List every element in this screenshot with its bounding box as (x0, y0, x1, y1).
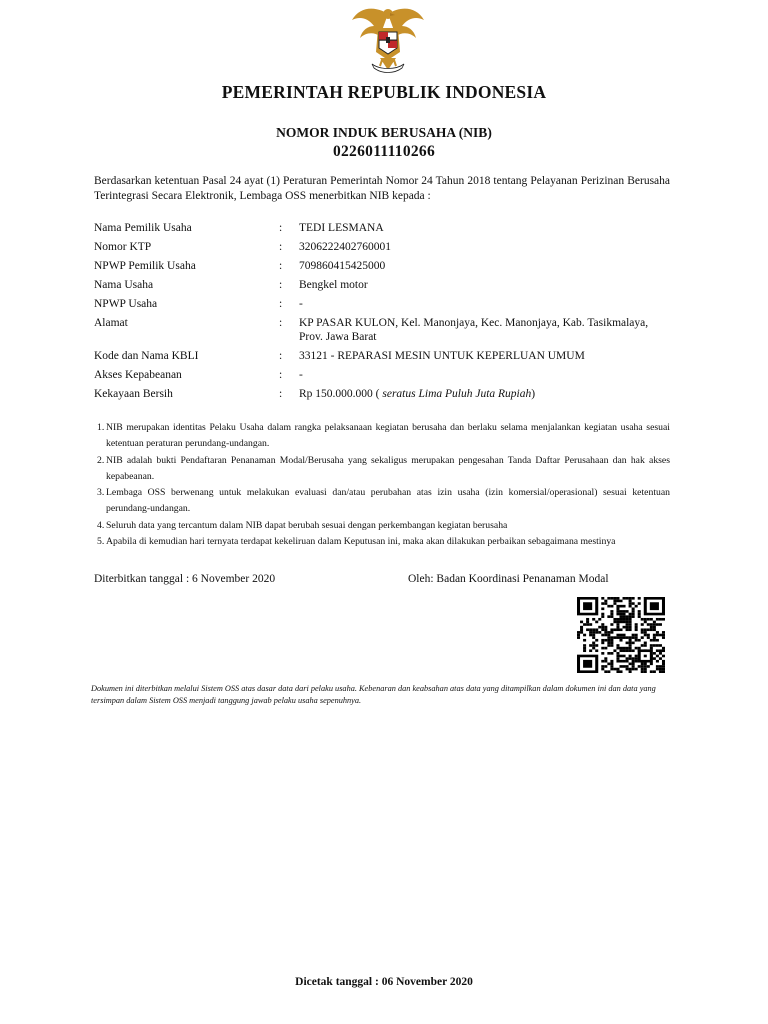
note-text: NIB merupakan identitas Pelaku Usaha dalam rangka pelaksanaan kegiatan berusaha dan berlaku selama menjalankan kegiatan usaha sesuai ketentuan peraturan perundang-undangan. (106, 422, 670, 450)
note-text: NIB adalah bukti Pendaftaran Penanaman Modal/Berusaha yang sekaligus merupakan pengesahan Tanda Daftar Perusahaan dan hak akses kepabeanan. (106, 454, 670, 482)
note-item (94, 518, 670, 534)
field-label: Kode dan Nama KBLI (94, 350, 199, 362)
field-colon: : (279, 222, 283, 234)
field-value: 709860415425000 (299, 260, 386, 272)
field-value: TEDI LESMANA (299, 222, 384, 234)
field-address (94, 316, 674, 349)
field-value: 3206222402760001 (299, 241, 391, 253)
note-text: Seluruh data yang tercantum dalam NIB dapat berubah sesuai dengan perkembangan kegiatan berusaha (106, 519, 508, 531)
notes-list (94, 420, 670, 550)
business-details (94, 221, 674, 406)
field-label: Kekayaan Bersih (94, 388, 173, 400)
note-item (94, 453, 670, 486)
field-kbli (94, 349, 674, 368)
net-worth-words: seratus Lima Puluh Juta Rupiah (382, 388, 532, 400)
qr-code-icon (577, 597, 665, 673)
field-value: - (299, 369, 303, 381)
note-number: 2. (97, 454, 105, 466)
field-value: - (299, 298, 303, 310)
field-label: Akses Kepabeanan (94, 369, 182, 381)
field-label: Nomor KTP (94, 241, 152, 253)
field-owner-npwp (94, 259, 674, 278)
garuda-emblem-icon (346, 4, 430, 76)
note-text: Apabila di kemudian hari ternyata terdapat kekeliruan dalam Keputusan ini, maka akan dilakukan perbaikan sebagaimana mestinya (106, 536, 616, 548)
field-colon: : (279, 369, 283, 381)
field-colon: : (279, 279, 283, 291)
note-number: 3. (97, 487, 105, 499)
note-text: Lembaga OSS berwenang untuk melakukan evaluasi dan/atau perubahan atas izin usaha (izin komersial/operasional) sesuai ketentuan perundang-undangan. (106, 487, 670, 515)
note-item (94, 420, 670, 453)
note-item (94, 485, 670, 518)
nib-heading: NOMOR INDUK BERUSAHA (NIB) (276, 125, 492, 140)
field-value: Bengkel motor (299, 279, 368, 291)
field-value: 33121 - REPARASI MESIN UNTUK KEPERLUAN UMUM (299, 350, 585, 362)
note-number: 4. (97, 519, 105, 531)
field-label: NPWP Usaha (94, 298, 158, 310)
issued-date: Diterbitkan tanggal : 6 November 2020 (94, 573, 276, 585)
field-label: Nama Pemilik Usaha (94, 222, 192, 234)
field-colon: : (279, 317, 283, 329)
government-title: PEMERINTAH REPUBLIK INDONESIA (221, 82, 547, 102)
field-colon: : (279, 298, 283, 310)
note-item (94, 534, 670, 550)
field-label: Nama Usaha (94, 279, 154, 291)
field-label: Alamat (94, 317, 128, 329)
field-business-npwp (94, 297, 674, 316)
field-business-name (94, 278, 674, 297)
issuer: Oleh: Badan Koordinasi Penanaman Modal (408, 573, 609, 585)
note-number: 1. (97, 422, 105, 433)
field-label: NPWP Pemilik Usaha (94, 260, 196, 272)
disclaimer: Dokumen ini diterbitkan melalui Sistem OSS atas dasar data dari pelaku usaha. Kebenaran dan keabsahan atas data yang ditampilkan dalam dokumen ini dan data yang tersimpan dalam Sistem OSS menjadi tanggung jawab pelaku usaha sepenuhnya. (91, 684, 656, 705)
field-colon: : (279, 241, 283, 253)
field-value (299, 387, 674, 401)
printed-date: Dicetak tanggal : 06 November 2020 (295, 976, 473, 988)
nib-number: 0226011110266 (332, 143, 436, 160)
note-number: 5. (97, 536, 105, 548)
field-ktp-number (94, 240, 674, 259)
field-colon: : (279, 350, 283, 362)
field-value: KP PASAR KULON, Kel. Manonjaya, Kec. Manonjaya, Kab. Tasikmalaya, Prov. Jawa Barat (299, 317, 649, 343)
field-net-worth (94, 387, 674, 406)
intro-paragraph: Berdasarkan ketentuan Pasal 24 ayat (1) Peraturan Pemerintah Nomor 24 Tahun 2018 tentang Pelayanan Perizinan Berusaha Terintegrasi Secara Elektronik, Lembaga OSS menerbitkan NIB kepada : (94, 175, 670, 202)
field-owner-name (94, 221, 674, 240)
net-worth-suffix: ) (531, 388, 536, 400)
net-worth-amount: Rp 150.000.000 ( (299, 388, 383, 400)
field-colon: : (279, 260, 283, 272)
field-customs-access (94, 368, 674, 387)
field-colon: : (279, 388, 283, 400)
